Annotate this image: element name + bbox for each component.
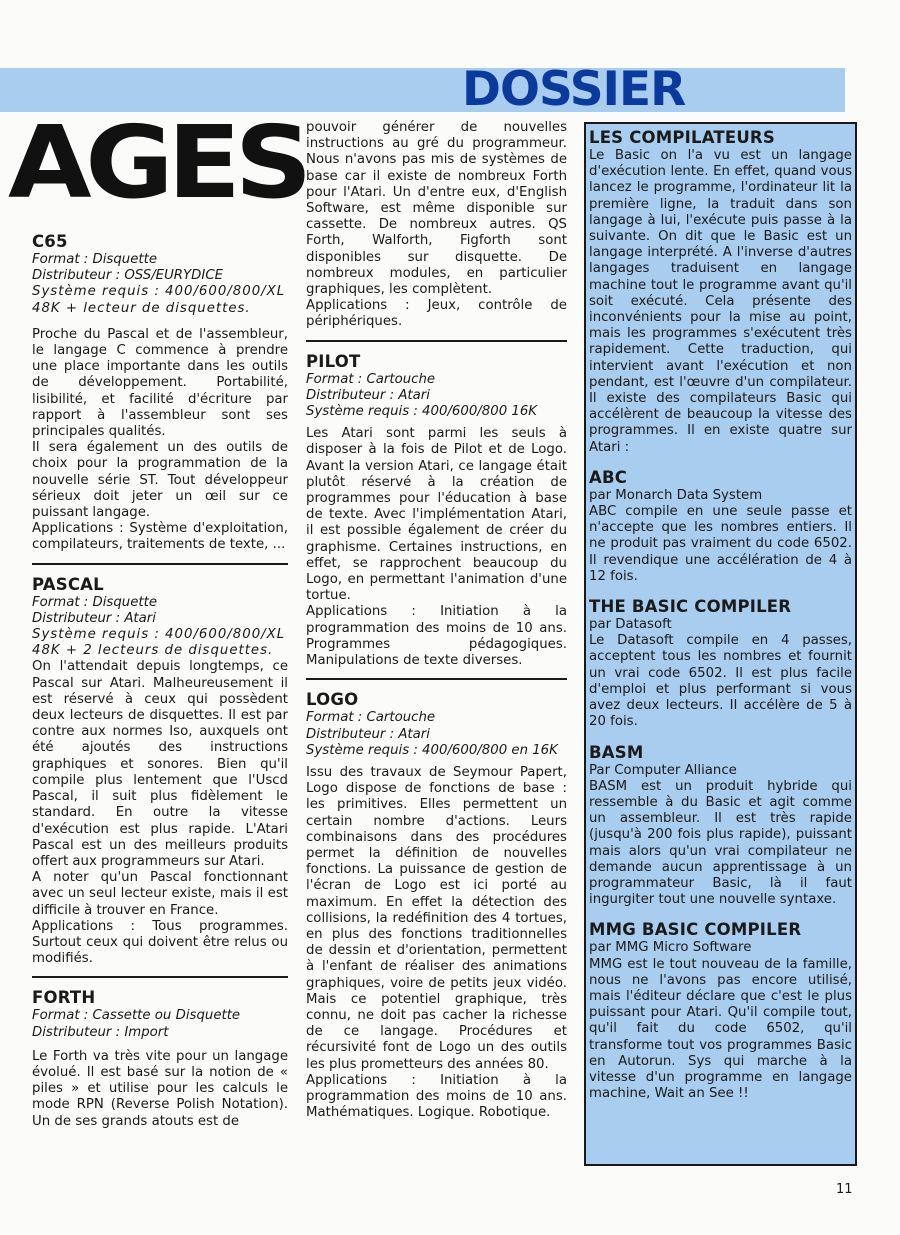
sidebar-content [589, 128, 852, 1102]
paragraph: A noter qu'un Pascal fonctionnant avec un seul lecteur existe, mais il est difficile à trouver en France. [32, 870, 288, 918]
system-line-2: 48K + 2 lecteurs de disquettes. [32, 643, 274, 659]
divider [306, 340, 567, 342]
applications: Applications : Jeux, contrôle de périphériques. [306, 298, 567, 330]
applications: Applications : Initiation à la programmation des moins de 10 ans. Mathématiques. Logique. Robotique. [306, 1072, 567, 1121]
section-title: C65 [32, 232, 68, 251]
format-line: Format : Cartouche [306, 710, 436, 726]
publisher-line: par Monarch Data System [589, 487, 763, 503]
section-title: ABC [589, 467, 628, 487]
distributor-line: Distributeur : Atari [306, 387, 430, 403]
format-line: Format : Cartouche [306, 371, 436, 387]
applications: Applications : Système d'exploitation, compilateurs, traitements de texte, ... [32, 521, 288, 553]
page-number: 11 [836, 1182, 853, 1197]
section-abc [589, 468, 852, 585]
paragraph: Le Forth va très vite pour un langage évolué. Il est basé sur la notion de « piles » et utilise pour les calculs le mode RPN (Reverse Polish Notation). Un de ses grands atouts est de [32, 1048, 288, 1129]
format-line: Format : Disquette [32, 252, 158, 267]
system-line: Système requis : 400/600/800/XL [32, 284, 286, 300]
distributor-line: Distributeur : Atari [32, 610, 156, 626]
section-label: DOSSIER [462, 62, 686, 117]
divider [32, 563, 288, 565]
section-title: LES COMPILATEURS [589, 128, 775, 147]
paragraph: Issu des travaux de Seymour Papert, Logo dispose de fonctions de base : les primitives. Elles permettent un certain nombre d'actions. Leurs combinaisons dans des procédures permet la définition de nouvelles fonctions. La puissance de gestion de l'écran de Logo est ici porté au maximum. En effet la détection des collisions, la redéfinition des 4 tortues, en plus des fonctions traditionnelles de dessin et d'orientation, permettent à l'enfant de réaliser des animations graphiques, voire de petits jeux vidéo. Mais ce potentiel graphique, très connu, ne doit pas cacher la richesse de ce langage. Procédures et récursivité font de Logo un des outils les plus prometteurs des années 80. [306, 764, 567, 1072]
section-title: LOGO [306, 690, 359, 710]
applications: Applications : Tous programmes. Surtout ceux qui doivent être relus ou modifiés. [32, 918, 288, 967]
system-line: Système requis : 400/600/800 16K [306, 404, 538, 420]
section-compilers [589, 128, 852, 456]
page-title-fragment: AGES [8, 104, 306, 221]
distributor-line: Distributeur : OSS/EURYDICE [32, 268, 224, 284]
paragraph: MMG est le tout nouveau de la famille, nous ne l'avons pas encore utilisé, mais l'éditeur déclare que c'est le plus puissant pour Atari. Qu'il compile tout, qu'il fait du code 6502, qu'il transforme tout vos programmes Basic en Autorun. Sys qui marche à la vitesse d'un programme en langage machine, Wait an See !! [589, 956, 852, 1102]
paragraph: Proche du Pascal et de l'assembleur, le langage C commence à prendre une place importante dans les outils de développement. Portabilité, lisibilité, et facilité d'écriture par rapport à l'assembleur sont ses principales qualités. [32, 326, 288, 440]
publisher-line: par MMG Micro Software [589, 940, 752, 956]
paragraph: Il sera également un des outils de choix pour la programmation de la nouvelle série ST. Tout développeur sérieux doit jeter un œil sur ce puissant langage. [32, 440, 288, 521]
section-mmg [589, 920, 852, 1102]
divider [306, 678, 567, 680]
column-left [32, 232, 288, 1130]
paragraph: Les Atari sont parmi les seuls à disposer à la fois de Pilot et de Logo. Avant la version Atari, ce langage était plutôt réservé à la création de programmes pour l'éducation à base de texte. Avec l'implémentation Atari, il est possible également de créer du graphisme. Certaines instructions, en effet, se rapprochent beaucoup du Logo, en permettant l'animation d'une tortue. [306, 426, 567, 604]
paragraph: On l'attendait depuis longtemps, ce Pascal sur Atari. Malheureusement il est réservé à ceux qui possèdent deux lecteurs de disquettes. Il est par contre aux normes Iso, auxquels ont été ajoutés des instructions graphiques et sonores. Bien qu'il compile plus lentement que l'Uscd Pascal, il suit plus fidèlement le standard. En outre la vitesse d'exécution est plus rapide. L'Atari Pascal est un des meilleurs produits offert aux programmeurs sur Atari. [32, 659, 288, 869]
section-title: THE BASIC COMPILER [589, 597, 792, 617]
section-pilot [306, 352, 567, 670]
section-title: PASCAL [32, 574, 104, 594]
section-title: FORTH [32, 988, 96, 1008]
section-forth-continued [306, 120, 567, 331]
paragraph: Le Datasoft compile en 4 passes, acceptent tous les nombres et fournit un vrai code 6502. Il est plus facile d'emploi et plus performant si vous avez deux lecteurs. Il accélère de 5 à 20 fois. [589, 633, 852, 730]
system-line: Système requis : 400/600/800 en 16K [306, 742, 558, 758]
publisher-line: Par Computer Alliance [589, 762, 737, 778]
section-title: PILOT [306, 351, 361, 371]
section-pascal [32, 575, 288, 968]
section-title: MMG BASIC COMPILER [589, 920, 802, 940]
distributor-line: Distributeur : Atari [306, 726, 430, 742]
paragraph: Le Basic on l'a vu est un langage d'exécution lente. En effet, quand vous lancez le programme, l'ordinateur lit la première ligne, la traduit dans son langage à lui, l'exécute puis passe à la suivante. On dit que le Basic est un langage interprété. A l'inverse d'autres langages traduisent en langage machine tout le programme avant qu'il soit exécuté. Cela présente des inconvénients pour la mise au point, mais les programmes s'exécutent très rapidement. Cette traduction, qui intervient avant l'exécution et non pendant, est l'œuvre d'un compilateur. Il existe des compilateurs Basic qui accélèrent de beaucoup la vitesse des programmes. Il en existe quatre sur Atari : [589, 148, 852, 455]
paragraph: BASM est un produit hybride qui ressemble à du Basic et agit comme un assembleur. Il est très rapide (jusqu'à 200 fois plus rapide), puissant mais alors qu'un vrai compilateur ne demande aucun apprentissage à un programmateur Basic, là il faut ingurgiter tout une nouvelle syntaxe. [589, 778, 852, 908]
section-forth [32, 988, 288, 1129]
format-line: Format : Cassette ou Disquette [32, 1008, 241, 1024]
system-line-2: 48K + lecteur de disquettes. [32, 300, 251, 316]
section-basm [589, 743, 852, 909]
distributor-line: Distributeur : Import [32, 1024, 169, 1040]
divider [32, 976, 288, 978]
applications: Applications : Initiation à la programmation des moins de 10 ans. Programmes pédagogiques. Manipulations de texte diverses. [306, 604, 567, 669]
format-line: Format : Disquette [32, 594, 158, 610]
paragraph: pouvoir générer de nouvelles instructions au gré du programmeur. Nous n'avons pas mis de systèmes de base car il existe de nombreux Forth pour l'Atari. Un d'entre eux, d'English Software, est même disponible sur cassette. De nombreux autres. QS Forth, Walforth, Figforth sont disponibles sur disquette. De nombreux modules, en particulier graphiques, les complètent. [306, 120, 567, 298]
section-logo [306, 690, 567, 1121]
publisher-line: par Datasoft [589, 617, 672, 633]
section-c65 [32, 232, 288, 554]
column-middle [306, 120, 567, 1121]
paragraph: ABC compile en une seule passe et n'accepte que les nombres entiers. Il ne produit pas vraiment du code 6502. Il revendique une accélération de 4 à 12 fois. [589, 504, 852, 584]
section-title: BASM [589, 742, 644, 762]
system-line: Système requis : 400/600/800/XL [32, 627, 286, 643]
section-basic-compiler [589, 597, 852, 730]
